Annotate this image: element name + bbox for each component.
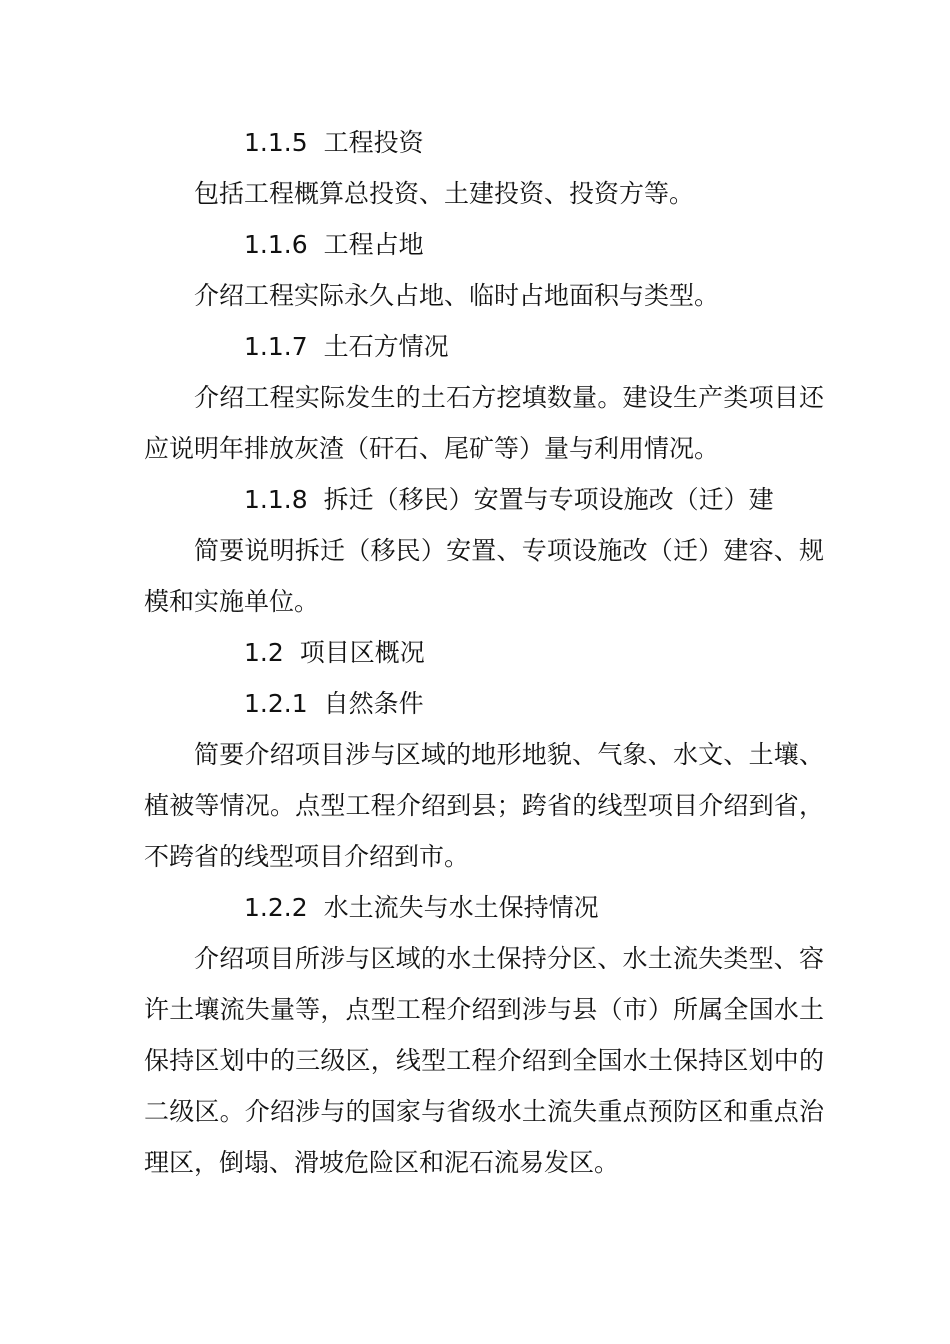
section-number: 1.1.7 [244,332,308,361]
section-heading-1-2-1 [144,678,824,729]
document-page [144,117,824,1188]
section-heading-1-2 [144,627,824,678]
section-heading-1-1-7 [144,321,824,372]
section-body-1-2-2: 介绍项目所涉与区域的水土保持分区、水土流失类型、容许土壤流失量等，点型工程介绍到涉与县（市）所属全国水土保持区划中的三级区，线型工程介绍到全国水土保持区划中的二级区。介绍涉与的国家与省级水土流失重点预防区和重点治理区，倒塌、滑坡危险区和泥石流易发区。 [144,944,824,1177]
section-body-1-2-1: 简要介绍项目涉与区域的地形地貌、气象、水文、土壤、植被等情况。点型工程介绍到县；跨省的线型项目介绍到省，不跨省的线型项目介绍到市。 [144,740,824,871]
section-number: 1.2.1 [244,689,308,718]
section-number: 1.1.8 [244,485,308,514]
section-heading-1-2-2 [144,882,824,933]
section-body-1-1-8: 简要说明拆迁（移民）安置、专项设施改（迁）建容、规模和实施单位。 [144,536,824,616]
section-heading-1-1-8 [144,474,824,525]
section-title: 自然条件 [323,689,424,718]
section-body-1-1-7: 介绍工程实际发生的土石方挖填数量。建设生产类项目还应说明年排放灰渣（矸石、尾矿等）量与利用情况。 [144,383,824,463]
section-title: 土石方情况 [323,332,449,361]
section-number: 1.2.2 [244,893,308,922]
section-title: 项目区概况 [299,638,425,667]
section-title: 工程投资 [323,128,424,157]
section-number: 1.1.6 [244,230,308,259]
section-title: 工程占地 [323,230,424,259]
section-number: 1.1.5 [244,128,308,157]
section-body-1-1-6: 介绍工程实际永久占地、临时占地面积与类型。 [194,281,720,310]
section-body-1-1-5: 包括工程概算总投资、土建投资、投资方等。 [194,179,695,208]
section-number: 1.2 [244,638,284,667]
section-title: 拆迁（移民）安置与专项设施改（迁）建 [323,485,774,514]
section-heading-1-1-6 [144,219,824,270]
section-title: 水土流失与水土保持情况 [323,893,599,922]
section-heading-1-1-5 [144,117,824,168]
